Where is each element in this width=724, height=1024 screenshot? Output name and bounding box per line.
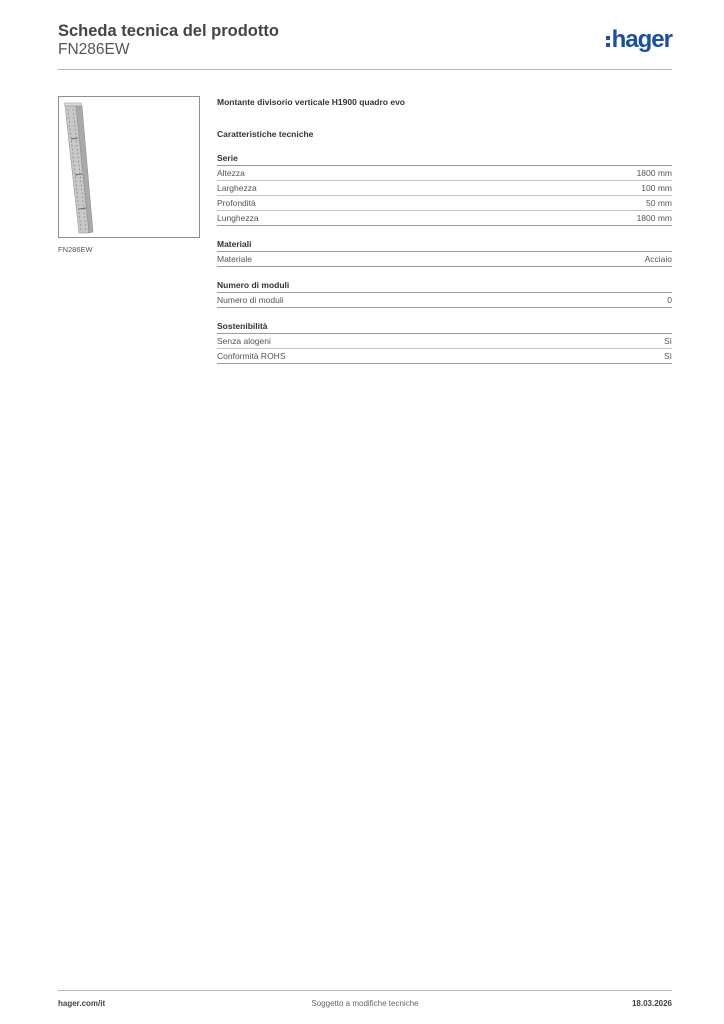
product-code: FN286EW (58, 41, 130, 58)
page-title: Scheda tecnica del prodotto (58, 22, 279, 40)
logo-colon-icon (606, 36, 610, 47)
characteristics-heading: Caratteristiche tecniche (217, 129, 314, 139)
footer-date: 18.03.2026 (631, 999, 672, 1008)
section-title: Numero di moduli (217, 279, 672, 293)
spec-value: 100 mm (641, 183, 672, 193)
product-image (58, 96, 200, 238)
spec-label: Conformità ROHS (217, 351, 286, 361)
page-header (58, 20, 672, 70)
spec-value: 1800 mm (636, 213, 672, 223)
spec-label: Larghezza (217, 183, 257, 193)
spec-value: 0 (667, 295, 672, 305)
section-title: Materiali (217, 238, 672, 252)
page-footer (58, 990, 672, 1015)
footer-website-link[interactable]: hager.com/it (58, 999, 106, 1008)
spec-label: Lunghezza (217, 213, 259, 223)
spec-label: Numero di moduli (217, 295, 284, 305)
spec-label: Senza alogeni (217, 336, 271, 346)
spec-row (217, 349, 672, 364)
spec-row (217, 293, 672, 308)
logo-text: hager (611, 26, 672, 53)
hager-logo (606, 27, 672, 53)
spec-label: Materiale (217, 254, 252, 264)
section-materiali (217, 238, 672, 267)
image-caption: FN286EW (58, 245, 93, 254)
spec-row (217, 334, 672, 349)
spec-label: Profondità (217, 198, 256, 208)
vertical-upright-illustration (59, 97, 199, 237)
spec-label: Altezza (217, 168, 245, 178)
section-title: Sostenibilità (217, 320, 672, 334)
spec-value: 1800 mm (636, 168, 672, 178)
spec-row (217, 166, 672, 181)
product-name: Montante divisorio verticale H1900 quadro evo (217, 97, 406, 107)
spec-value: 50 mm (646, 198, 672, 208)
spec-row (217, 196, 672, 211)
footer-disclaimer: Soggetto a modifiche tecniche (311, 999, 419, 1008)
spec-row (217, 181, 672, 196)
spec-value: Sì (663, 351, 672, 361)
section-sostenibilita (217, 320, 672, 364)
product-details (217, 96, 672, 364)
spec-value: Acciaio (644, 254, 672, 264)
spec-row (217, 252, 672, 267)
section-serie (217, 152, 672, 226)
spec-row (217, 211, 672, 226)
section-numero-moduli (217, 279, 672, 308)
section-title: Serie (217, 152, 672, 166)
spec-value: Sì (663, 336, 672, 346)
